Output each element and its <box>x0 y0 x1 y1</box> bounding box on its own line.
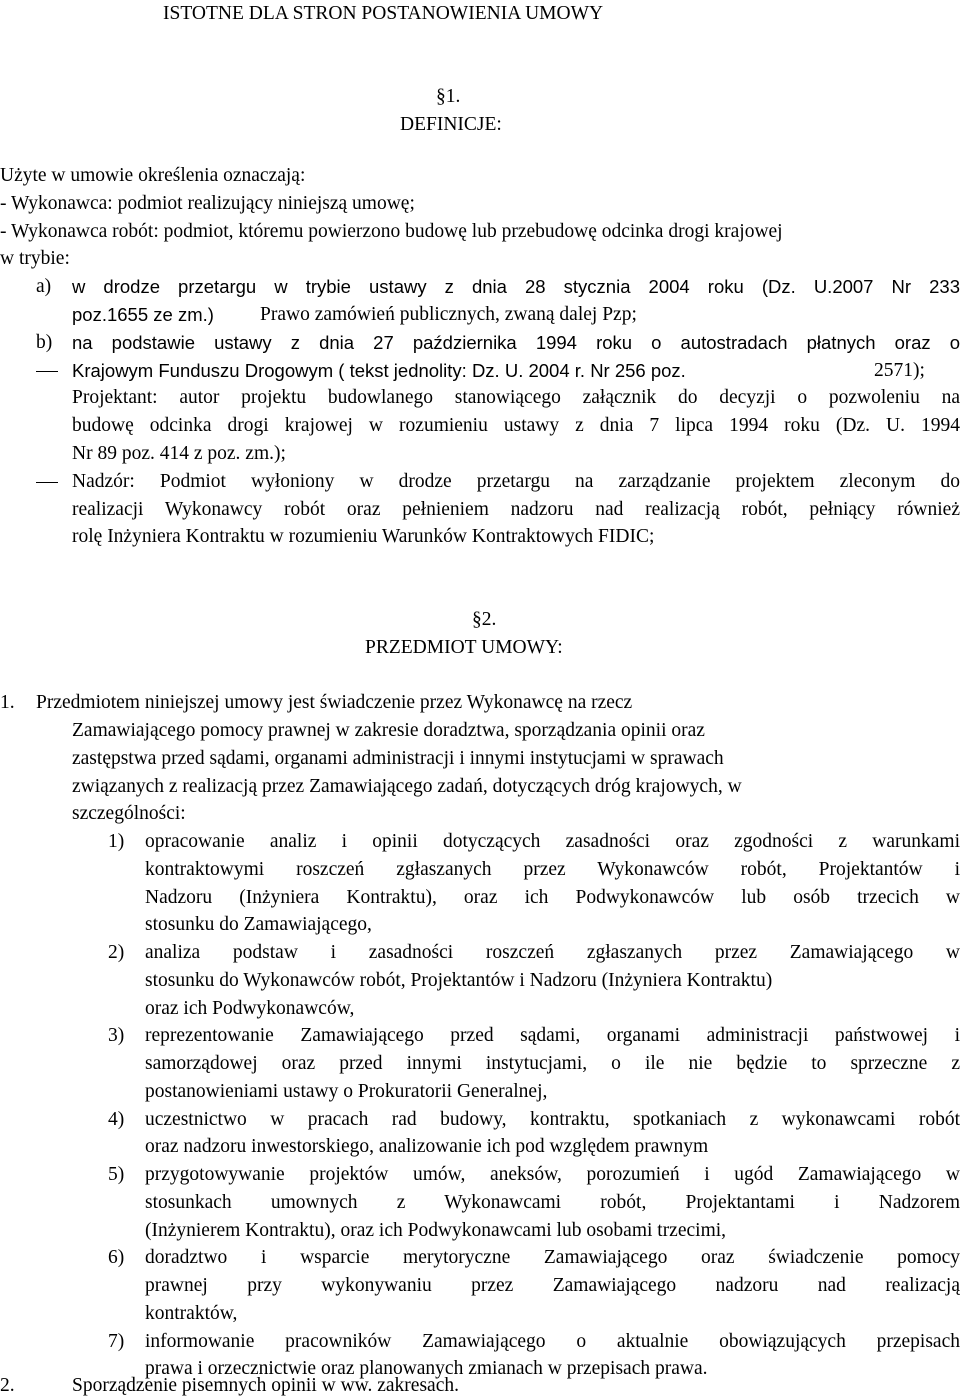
section-2-title: PRZEDMIOT UMOWY: <box>365 637 563 658</box>
dash-bullet <box>36 371 58 372</box>
definition-nadzor: Nadzór: Podmiot wyłoniony w drodze przetargu na zarządzanie projektem zleconym do <box>72 471 960 492</box>
list-item-text: informowanie pracowników Zamawiającego o aktualnie obowiązujących przepisach <box>145 1331 960 1352</box>
definition-wykonawca: - Wykonawca: podmiot realizujący niniejszą umowę; <box>0 193 415 214</box>
list-item-text: prawa i orzecznictwie oraz planowanych zmianach w przepisach prawa. <box>145 1358 708 1379</box>
paragraph-1-text: szczególności: <box>72 803 186 824</box>
list-item-text: doradztwo i wsparcie merytoryczne Zamawiającego oraz świadczenie pomocy <box>145 1247 960 1268</box>
paragraph-1-text: Zamawiającego pomocy prawnej w zakresie doradztwa, sporządzania opinii oraz <box>72 720 705 741</box>
list-item-text: analiza podstaw i zasadności roszczeń zgłaszanych przez Zamawiającego w <box>145 942 960 963</box>
paragraph-1-text: związanych z realizacją przez Zamawiającego zadań, dotyczących dróg krajowych, w <box>72 776 742 797</box>
definition-projektant: Projektant: autor projektu budowlanego stanowiącego załącznik do decyzji o pozwoleniu na <box>72 387 960 408</box>
list-item-label: 2) <box>108 942 125 963</box>
list-item-text: oraz ich Podwykonawców, <box>145 998 355 1019</box>
list-item-text: 2571); <box>874 360 925 381</box>
list-item-text: w drodze przetargu w trybie ustawy z dnia 28 stycznia 2004 roku (Dz. U.2007 Nr 233 <box>72 276 960 297</box>
list-item-text: oraz nadzoru inwestorskiego, analizowanie ich pod względem prawnym <box>145 1136 709 1157</box>
list-item-text: opracowanie analiz i opinii dotyczących zasadności oraz zgodności z warunkami <box>145 831 960 852</box>
definitions-intro: Użyte w umowie określenia oznaczają: <box>0 165 306 186</box>
list-item-text: uczestnictwo w pracach rad budowy, kontraktu, spotkaniach z wykonawcami robót <box>145 1109 960 1130</box>
definition-wykonawca-robot: - Wykonawca robót: podmiot, któremu powierzono budowę lub przebudowę odcinka drogi krajowej <box>0 221 783 242</box>
definition-nadzor-cont: realizacji Wykonawcy robót oraz pełnieniem nadzoru nad realizacją robót, pełniący również <box>72 499 960 520</box>
paragraph-2-text: Sporządzenie pisemnych opinii w ww. zakresach. <box>72 1375 459 1396</box>
paragraph-1-label: 1. <box>0 692 15 713</box>
list-item-text: (Inżynierem Kontraktu), oraz ich Podwykonawcami lub osobami trzecimi, <box>145 1220 727 1241</box>
list-item-text: Krajowym Funduszu Drogowym ( tekst jednolity: Dz. U. 2004 r. Nr 256 poz. <box>72 360 686 381</box>
list-item-text: poz.1655 ze zm.) <box>72 304 214 325</box>
list-item-text: stosunku do Zamawiającego, <box>145 914 372 935</box>
list-item-label: b) <box>36 332 53 353</box>
section-1-number: §1. <box>436 86 461 107</box>
list-item-text: Nadzoru (Inżyniera Kontraktu), oraz ich Podwykonawców lub osób trzecich w <box>145 887 960 908</box>
paragraph-2-label: 2. <box>0 1375 15 1396</box>
paragraph-1-text: zastępstwa przed sądami, organami administracji i innymi instytucjami w sprawach <box>72 748 724 769</box>
definition-projektant-cont: budowę odcinka drogi krajowej w rozumieniu ustawy z dnia 7 lipca 1994 roku (Dz. U. 1994 <box>72 415 960 436</box>
list-item-text: przygotowywanie projektów umów, aneksów, porozumień i ugód Zamawiającego w <box>145 1164 960 1185</box>
list-item-text: stosunkach umownych z Wykonawcami robót, Projektantami i Nadzorem <box>145 1192 960 1213</box>
list-item-text: kontraktowymi roszczeń zgłaszanych przez Wykonawców robót, Projektantów i <box>145 859 960 880</box>
paragraph-1-text: Przedmiotem niniejszej umowy jest świadczenie przez Wykonawcę na rzecz <box>36 692 633 713</box>
list-item-label: 4) <box>108 1109 125 1130</box>
section-1-title: DEFINICJE: <box>400 114 502 135</box>
list-item-text: postanowieniami ustawy o Prokuratorii Generalnej, <box>145 1081 548 1102</box>
list-item-label: 7) <box>108 1331 125 1352</box>
definition-nadzor-cont: rolę Inżyniera Kontraktu w rozumieniu Warunków Kontraktowych FIDIC; <box>72 526 655 547</box>
list-item-label: 1) <box>108 831 125 852</box>
definition-wykonawca-robot-cont: w trybie: <box>0 248 70 269</box>
dash-bullet <box>36 482 58 483</box>
section-2-number: §2. <box>472 609 497 630</box>
list-item-text: reprezentowanie Zamawiającego przed sądami, organami administracji państwowej i <box>145 1025 960 1046</box>
list-item-text: samorządowej oraz przed innymi instytucjami, o ile nie będzie to sprzeczne z <box>145 1053 960 1074</box>
document-title: ISTOTNE DLA STRON POSTANOWIENIA UMOWY <box>163 3 604 24</box>
list-item-label: a) <box>36 276 52 297</box>
list-item-text: stosunku do Wykonawców robót, Projektantów i Nadzoru (Inżyniera Kontraktu) <box>145 970 773 991</box>
list-item-text: prawnej przy wykonywaniu przez Zamawiającego nadzoru nad realizacją <box>145 1275 960 1296</box>
list-item-label: 3) <box>108 1025 125 1046</box>
definition-projektant-cont: Nr 89 poz. 414 z poz. zm.); <box>72 443 286 464</box>
list-item-text: Prawo zamówień publicznych, zwaną dalej Pzp; <box>260 304 637 325</box>
list-item-label: 5) <box>108 1164 125 1185</box>
list-item-label: 6) <box>108 1247 125 1268</box>
list-item-text: kontraktów, <box>145 1303 238 1324</box>
list-item-text: na podstawie ustawy z dnia 27 października 1994 roku o autostradach płatnych oraz o <box>72 332 960 353</box>
